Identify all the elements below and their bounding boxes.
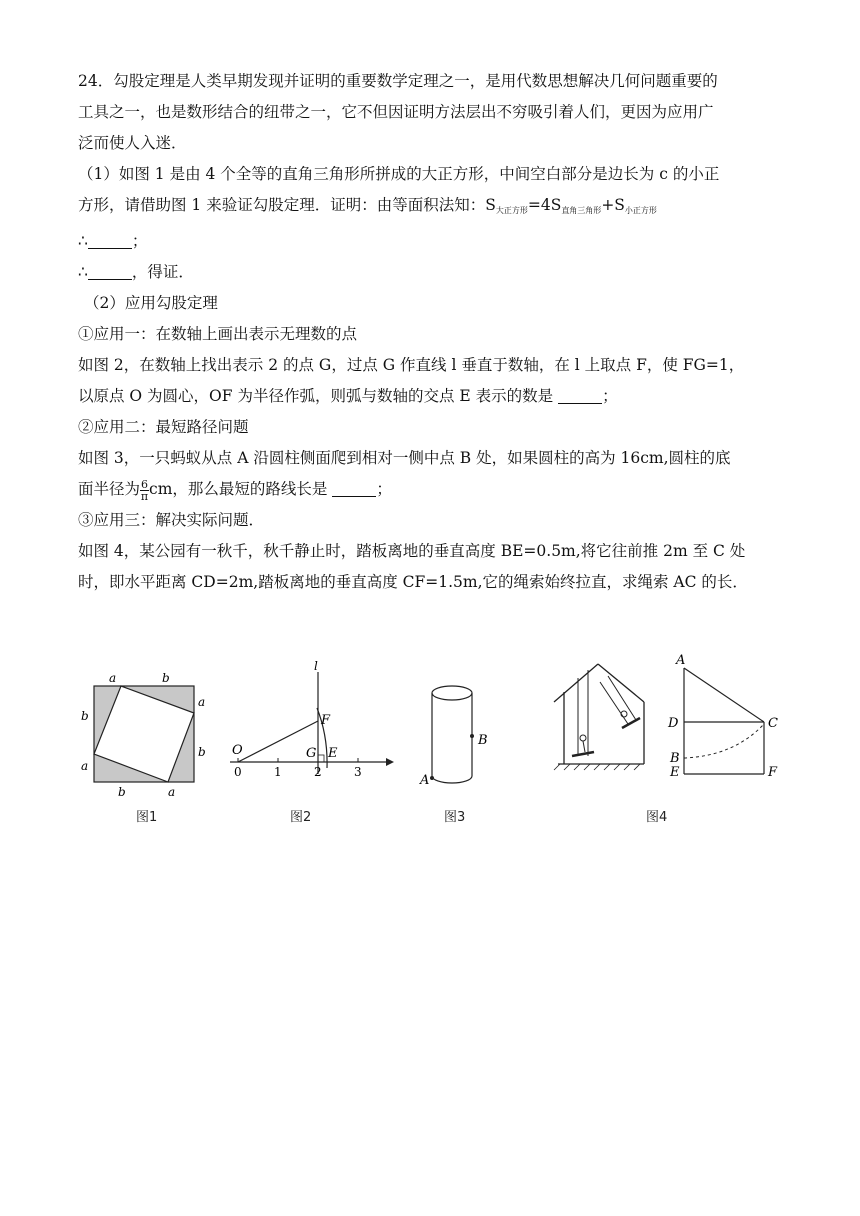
punctuation: ； xyxy=(131,232,148,250)
part1-prefix: 方形，请借助图 1 来验证勾股定理．证明：由等面积法知：S xyxy=(78,196,496,214)
app1-text: 以原点 O 为圆心，OF 为半径作弧，则弧与数轴的交点 E 表示的数是 xyxy=(78,387,554,405)
point-E-label: E xyxy=(328,746,338,761)
tick-3: 3 xyxy=(354,765,362,779)
point-A-label: A xyxy=(676,653,686,668)
figure-2-caption: 图2 xyxy=(290,810,312,825)
label-a-bottom: a xyxy=(168,785,176,798)
part1-line-1: （1）如图 1 是由 4 个全等的直角三角形所拼成的大正方形，中间空白部分是边长为 c 的小正 xyxy=(78,165,720,183)
part2-title: （2）应用勾股定理 xyxy=(84,294,218,312)
answer-blank-1[interactable] xyxy=(88,230,132,249)
app2-prefix: 面半径为 xyxy=(78,480,141,498)
app2-line-1: 如图 3，一只蚂蚁从点 A 沿圆柱侧面爬到相对一侧中点 B 处，如果圆柱的高为 16cm,圆柱的底 xyxy=(78,449,731,467)
cylinder-diagram xyxy=(414,658,514,798)
number-line-diagram xyxy=(224,658,394,798)
punctuation: ； xyxy=(376,480,392,498)
subscript-large-square: 大正方形 xyxy=(495,206,528,215)
app2-line-2 xyxy=(78,474,788,505)
app3-line-2: 时，即水平距离 CD=2m,踏板离地的垂直高度 CF=1.5m,它的绳索始终拉直，求绳索 AC 的长． xyxy=(78,573,748,591)
label-b-top: b xyxy=(162,671,170,685)
label-b-bottom: b xyxy=(118,785,126,798)
intro-line-3: 泛而使人入迷． xyxy=(78,134,187,152)
point-D-label: D xyxy=(668,716,679,731)
label-a-left: a xyxy=(81,759,89,773)
point-F-label: F xyxy=(768,765,778,780)
subscript-right-triangle: 直角三角形 xyxy=(561,206,602,215)
figure-3-caption: 图3 xyxy=(444,810,466,825)
tick-1: 1 xyxy=(274,765,282,779)
fraction-numerator: 6 xyxy=(141,477,149,491)
fraction-denominator: π xyxy=(140,489,149,503)
point-B-label: B xyxy=(670,751,680,766)
punctuation: ； xyxy=(602,387,618,405)
figure-4 xyxy=(548,652,798,828)
figure-4-caption: 图4 xyxy=(646,810,668,825)
label-a-right: a xyxy=(198,695,206,709)
app1-line-1: 如图 2，在数轴上找出表示 2 的点 G，过点 G 作直线 l 垂直于数轴，在 l 上取点 F，使 FG=1， xyxy=(78,356,745,374)
subscript-small-square: 小正方形 xyxy=(624,206,657,215)
radius-fraction xyxy=(140,479,149,502)
figure-1-caption: 图1 xyxy=(136,810,158,825)
app1-line-2 xyxy=(78,381,788,412)
point-C-label: C xyxy=(768,716,778,731)
line-l-label: l xyxy=(314,659,318,673)
label-a-top: a xyxy=(109,671,117,685)
app3-title: ③应用三：解决实际问题． xyxy=(78,511,265,529)
figures-row xyxy=(78,653,798,833)
figure-2 xyxy=(224,658,394,828)
point-G-label: G xyxy=(306,746,317,761)
point-F-label: F xyxy=(321,713,331,728)
point-A-label: A xyxy=(420,773,430,788)
intro-line-1 xyxy=(78,66,788,97)
therefore-line-2 xyxy=(78,257,788,288)
answer-blank-2[interactable] xyxy=(88,261,132,280)
swing-diagram xyxy=(548,652,798,798)
answer-blank-4[interactable] xyxy=(332,478,376,497)
app1-title: ①应用一：在数轴上画出表示无理数的点 xyxy=(78,325,358,343)
label-b-left: b xyxy=(81,709,89,723)
equation-term-2: +S xyxy=(601,196,625,214)
intro-text-1: 勾股定理是人类早期发现并证明的重要数学定理之一，是用代数思想解决几何问题重要的 xyxy=(113,72,718,90)
equation-term-1: =4S xyxy=(527,196,562,214)
therefore-symbol: ∴ xyxy=(78,263,88,281)
app2-text: ，那么最短的路线长是 xyxy=(172,480,328,498)
point-E-label: E xyxy=(670,765,680,780)
point-B-label: B xyxy=(478,733,488,748)
label-b-right: b xyxy=(198,745,206,759)
tick-0: 0 xyxy=(234,765,242,779)
part1-line-2 xyxy=(78,190,788,226)
tick-2: 2 xyxy=(314,765,322,779)
intro-line-2: 工具之一，也是数形结合的纽带之一，它不但因证明方法层出不穷吸引着人们，更因为应用广 xyxy=(78,103,714,121)
therefore-line-1 xyxy=(78,226,788,257)
proof-end-text: ，得证． xyxy=(131,263,194,281)
question-number: 24． xyxy=(78,72,114,90)
swing-illustration xyxy=(554,664,644,770)
app2-title: ②应用二：最短路径问题 xyxy=(78,418,249,436)
answer-blank-3[interactable] xyxy=(558,385,602,404)
pythagorean-square-diagram xyxy=(78,658,208,798)
unit-cm: cm xyxy=(149,480,173,498)
app3-line-1: 如图 4，某公园有一秋千，秋千静止时，踏板离地的垂直高度 BE=0.5m,将它往前推 2m 至 C 处 xyxy=(78,542,746,560)
question-body xyxy=(78,66,788,598)
figure-3 xyxy=(414,658,514,828)
point-O-label: O xyxy=(232,743,243,758)
therefore-symbol: ∴ xyxy=(78,232,88,250)
figure-1 xyxy=(78,658,208,828)
